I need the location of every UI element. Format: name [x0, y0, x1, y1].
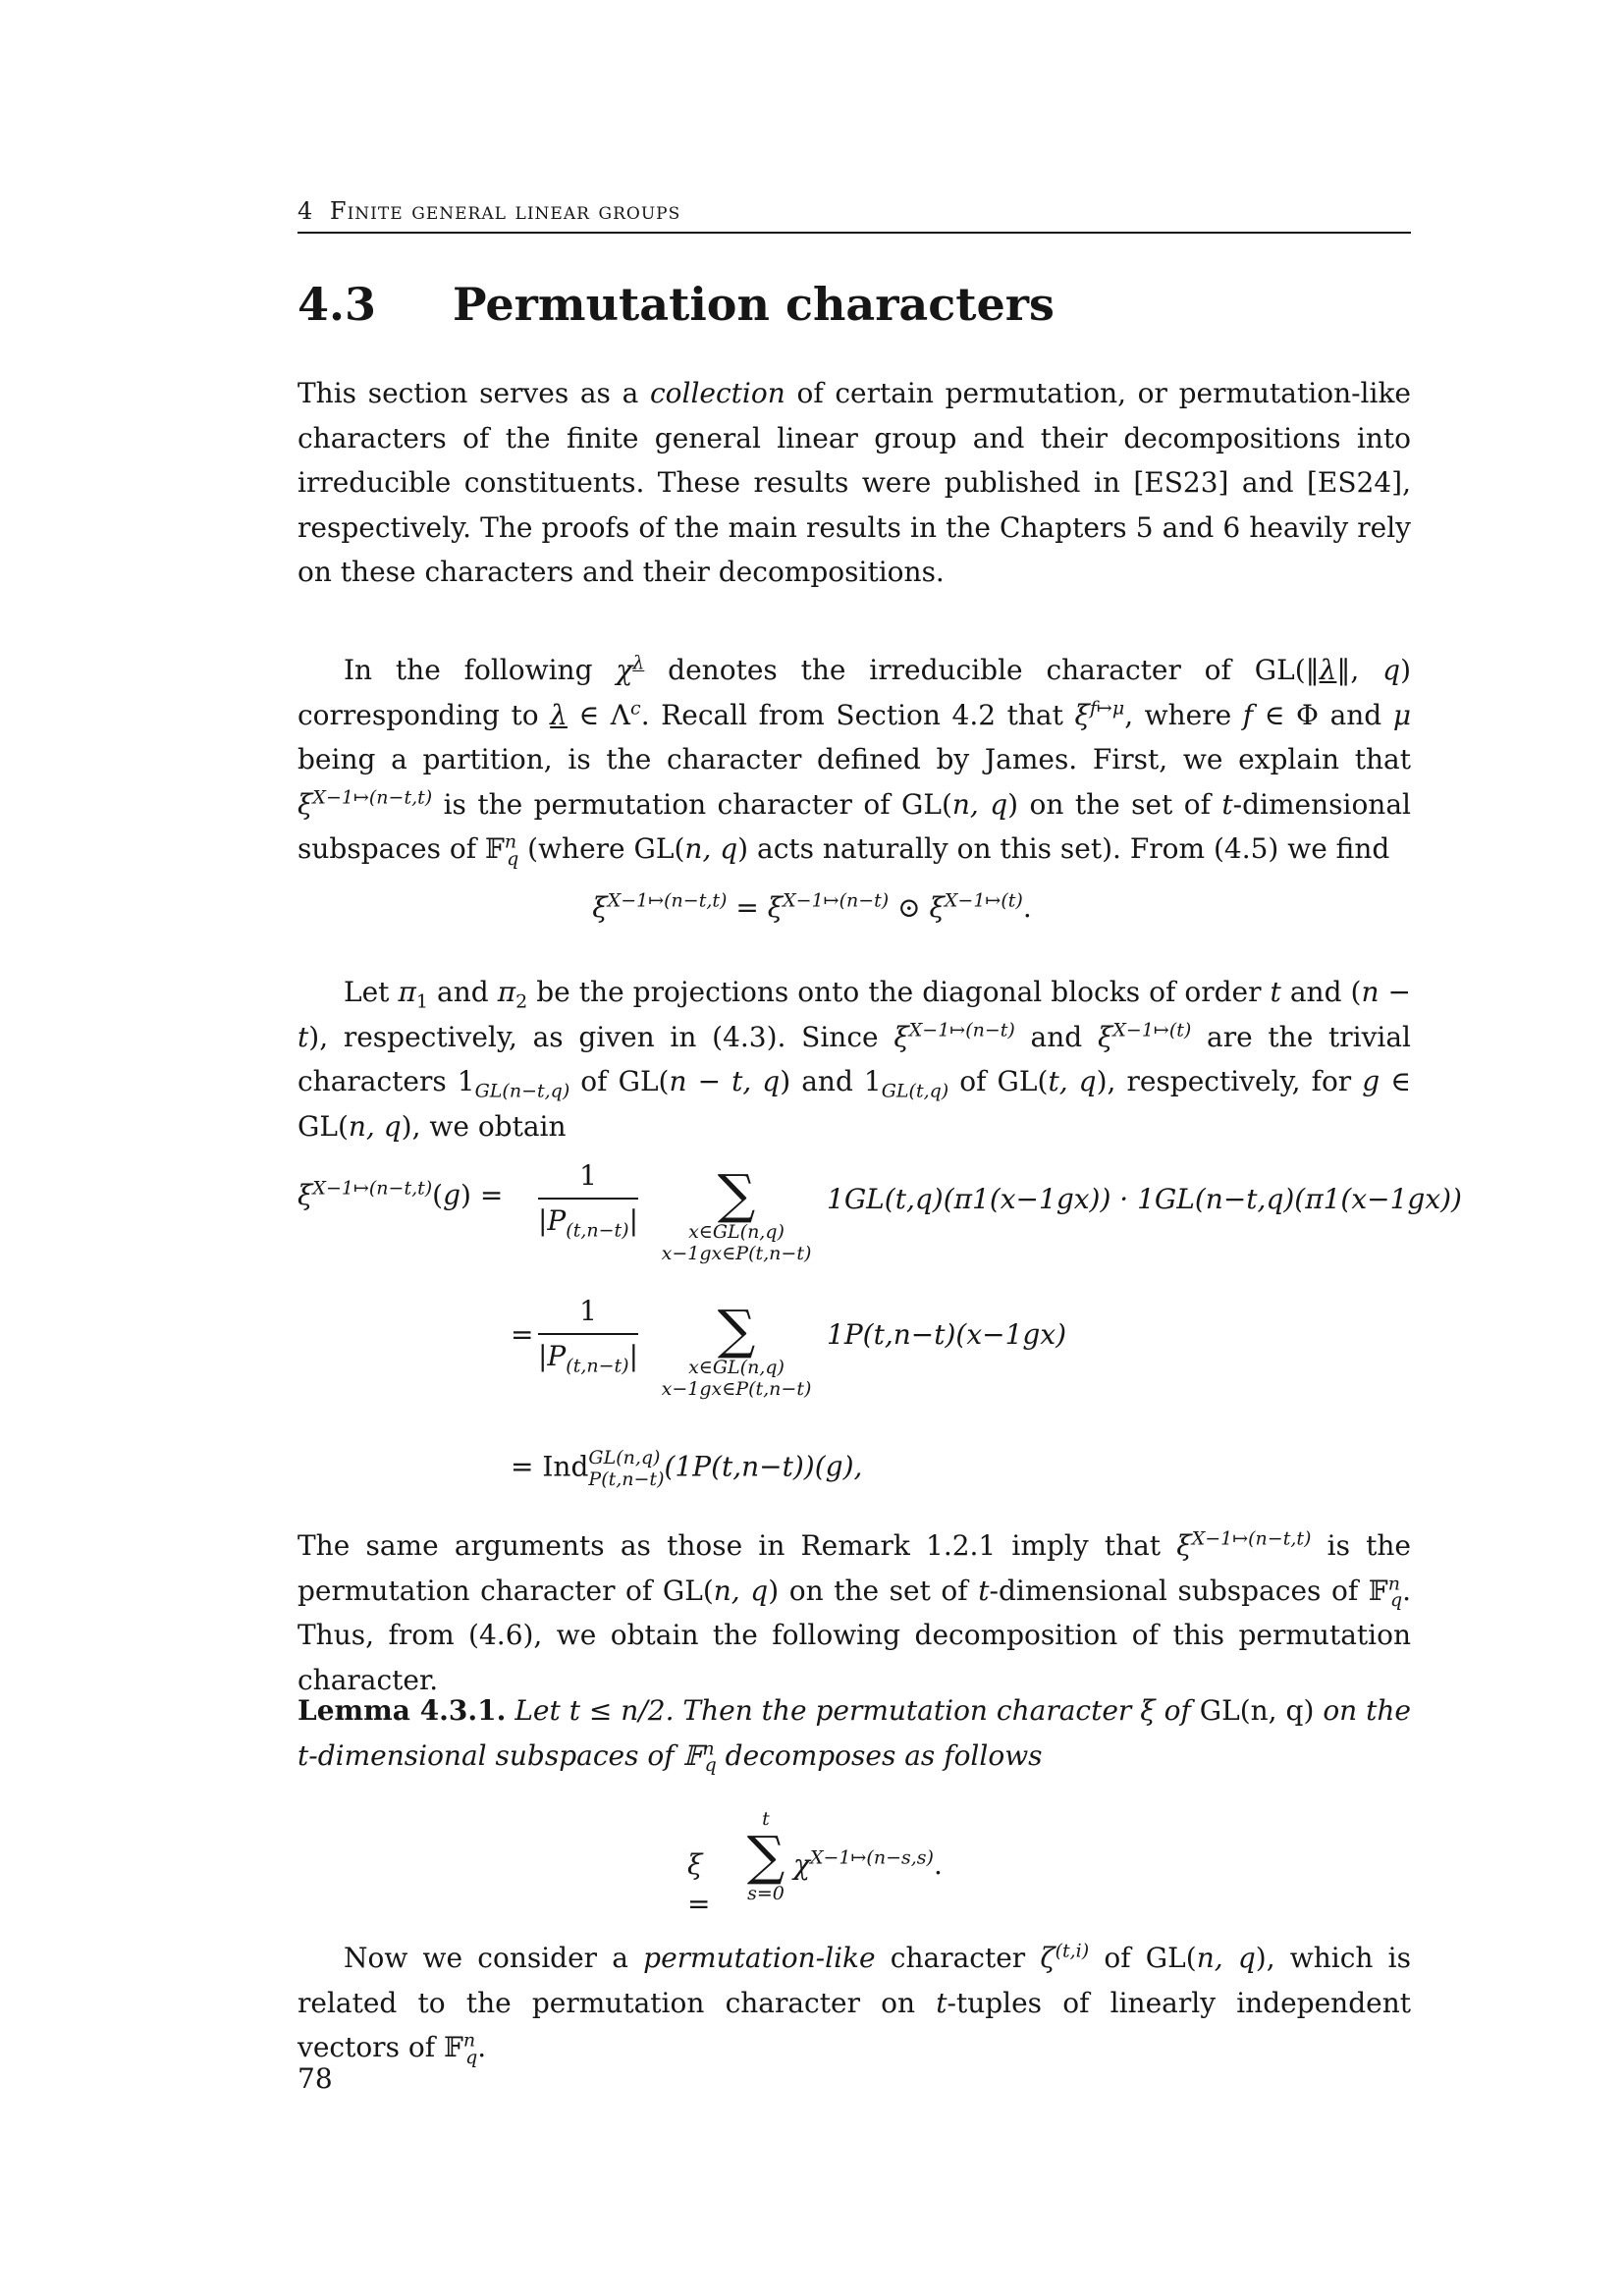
ind-operator: Ind: [542, 1450, 589, 1483]
frac-numerator: 1: [538, 1158, 638, 1200]
p2-text: ) corresponding to: [298, 654, 1411, 731]
p5-text: .: [477, 2031, 487, 2063]
p3-text: ), we obtain: [401, 1109, 567, 1143]
intro-text-2: of certain permutation, or permutation-like characters of the finite general linear group and their decompositions into irreducible constituents. These results were published in [ES23] and [ES24], respectively. The proofs of the main results in the Chapters 5 and 6 heavily rely on these characters and their decompositions.: [298, 377, 1412, 588]
p3-text: ), respectively, for: [1096, 1065, 1363, 1097]
header-chapter-number: 4: [298, 197, 313, 225]
p2-text: being a partition, is the character defined by James. First, we explain that: [298, 743, 1411, 775]
p3-text: and: [427, 976, 498, 1008]
align-line2-eq: =: [511, 1318, 534, 1351]
p3-text: are the trivial characters 1: [298, 1020, 1412, 1097]
intro-paragraph: [298, 371, 1411, 595]
sum-limit-2: x−1gx∈P(t,n−t): [661, 1378, 812, 1400]
p5-text: Now we consider a: [344, 1942, 644, 1974]
p3-text: and (: [1280, 976, 1362, 1008]
eq1-rhs2-sup: X−1↦(t): [944, 889, 1023, 912]
p2-text: In the following: [344, 654, 617, 686]
paragraph-permutation-like: Now we consider a permutation-like character $\zeta^{(t,i)}$ of GL(n, q), which is related to the permutation character on t-tuples of linearly independent vectors of 𝔽$^n_q$.: [298, 1940, 1412, 2068]
sum-limit-1: x∈GL(n,q): [688, 1221, 785, 1243]
p2-text: . Recall from Section 4.2 that: [640, 698, 1075, 731]
section-heading: [298, 277, 1055, 332]
align-line2-fraction: $\frac{1}{|P_{(t,n-t)}|}$: [538, 1295, 639, 1377]
paragraph-characters: In the following $\chi^\lambda$ denotes the irreducible character of GL(‖λ‖, q) corresponding to λ ∈ $\Lambda^c$. Recall from Section 4.2 that $\xi^{f↦\mu}$, where f ∈ Φ and μ being a partition, is the character defined by James. First, we explain that $\xi^{X-1↦(n-t,t)}$ is the permutation character of GL(n, q) on the set of t-dimensional subspaces of 𝔽$^n_q$ (where GL(n, q) acts naturally on this set). From (4.5) we find: [298, 652, 1412, 870]
sum-limit-1: x∈GL(n,q): [688, 1357, 785, 1378]
p2-text: (where GL(: [518, 832, 685, 865]
p2-text: denotes the irreducible character of GL(‖: [644, 654, 1320, 686]
p5-text: ), which is related to the permutation character on: [298, 1942, 1412, 2019]
align-lhs-sup: X−1↦(n−t,t): [312, 1177, 433, 1200]
eq2-sup: X−1↦(n−s,s): [809, 1846, 934, 1869]
align-line1-fraction: $\frac{1}{|P_{(t,n-t)}|}$: [538, 1159, 639, 1242]
align-line1-term: 1GL(t,q)(π1(x−1gx)) · 1GL(n−t,q)(π1(x−1gx)): [827, 1183, 1462, 1215]
p4-text: -dimensional subspaces of 𝔽: [989, 1574, 1388, 1607]
p3-text: of GL(: [569, 1065, 670, 1097]
p3-text: be the projections onto the diagonal blocks of order: [527, 976, 1271, 1008]
align-line1-lhs: $\xi^{X-1↦(n-t,t)}(g)$ =: [298, 1177, 504, 1211]
equation-xi-product: $\xi^{X-1↦(n-t,t)} = \xi^{X-1↦(n-t)}$ ⊙ $\xi^{X-1↦(t)}$.: [592, 889, 1032, 924]
paragraph-projections: Let $\pi_1$ and $\pi_2$ be the projections onto the diagonal blocks of order t and (n − t), respectively, as given in (4.3). Since $\xi^{X-1↦(n-t)}$ and $\xi^{X-1↦(t)}$ are the trivial characters $1_{GL(n-t,q)}$ of GL(n − t, q) and $1_{GL(t,q)}$ of GL(t, q), respectively, for g ∈ GL(n, q), we obtain: [298, 976, 1412, 1143]
p2-text: ∈ Λ: [567, 698, 631, 731]
p2-text: ) acts naturally on this set). From (4.5) we find: [737, 832, 1390, 865]
ind-sub: P(t,n−t): [588, 1468, 665, 1490]
eq2-upper-limit: t: [762, 1808, 770, 1830]
p2-text: -dimensional subspaces of 𝔽: [298, 787, 1411, 865]
eq1-lhs-sup: X−1↦(n−t,t): [607, 889, 728, 912]
lemma-text: Let t ≤ n/2. Then the permutation character ξ of: [506, 1694, 1200, 1727]
lemma-text: on the t-dimensional subspaces of 𝔽: [298, 1694, 1412, 1772]
sum-limit-2: x−1gx∈P(t,n−t): [661, 1243, 812, 1264]
frac-den-sub: (t,n−t): [566, 1219, 629, 1242]
align-line3: = Ind GL(n,q) P(t,n−t) (1P(t,n−t))(g),: [511, 1447, 863, 1490]
p3-text: ∈ GL(: [298, 1065, 1411, 1143]
p2-text: , where: [1124, 698, 1243, 731]
p2-text: ‖,: [1336, 654, 1383, 686]
lemma-4-3-1: Lemma 4.3.1. Let t ≤ n/2. Then the permutation character ξ of GL(n, q) on the t-dimensional subspaces of 𝔽$^n_q$ decomposes as follows: [298, 1694, 1412, 1777]
eq2-lower-limit: s=0: [747, 1883, 785, 1904]
lemma-text: GL(n, q): [1199, 1694, 1315, 1727]
intro-emphasis: collection: [649, 377, 785, 409]
frac-numerator: 1: [538, 1294, 638, 1335]
p4-text: is the permutation character of GL(: [298, 1529, 1412, 1607]
p2-text: is the permutation character of GL(: [432, 787, 952, 821]
p3-text: ) and 1: [780, 1065, 882, 1097]
p3-text: and: [1014, 1020, 1098, 1053]
frac-den-sub: (t,n−t): [566, 1355, 629, 1377]
p5-emphasis: permutation-like: [643, 1942, 876, 1974]
p3-text: Let: [344, 976, 399, 1008]
align-line2-sum: ∑ x∈GL(n,q) x−1gx∈P(t,n−t): [648, 1304, 825, 1400]
running-header: [298, 196, 1411, 226]
p4-text: The same arguments as those in Remark 1.2.1 imply that: [298, 1529, 1177, 1562]
section-number: 4.3: [298, 278, 377, 331]
p5-text: -tuples of linearly independent vectors of 𝔽: [298, 1986, 1411, 2063]
p4-text: ) on the set of: [768, 1574, 979, 1607]
intro-text-1: This section serves as a: [298, 377, 650, 409]
header-chapter-title: Finite general linear groups: [329, 197, 681, 225]
p3-text: ), respectively, as given in (4.3). Since: [308, 1020, 894, 1053]
p5-text: of GL(: [1089, 1942, 1197, 1974]
eq1-end: .: [1022, 891, 1032, 924]
align-line2-term: 1P(t,n−t)(x−1gx): [827, 1318, 1067, 1351]
header-rule: [298, 232, 1411, 234]
section-title: Permutation characters: [453, 278, 1055, 331]
page-number: 78: [298, 2062, 333, 2095]
ind-sup: GL(n,q): [588, 1447, 661, 1468]
paragraph-remark: The same arguments as those in Remark 1.2.1 imply that $\xi^{X-1↦(n-t,t)}$ is the permutation character of GL(n, q) on the set of t-dimensional subspaces of 𝔽$^n_q$. Thus, from (4.6), we obtain the following decomposition of this permutation character.: [298, 1527, 1412, 1696]
p5-text: character: [875, 1942, 1041, 1974]
p3-text: of GL(: [948, 1065, 1049, 1097]
p2-text: ∈ Φ and: [1253, 698, 1393, 731]
eq2-end: .: [933, 1848, 943, 1881]
lemma-text: decomposes as follows: [716, 1738, 1043, 1772]
p2-text: ) on the set of: [1007, 787, 1222, 821]
eq1-rhs1-sup: X−1↦(n−t): [783, 889, 890, 912]
lemma-label: Lemma 4.3.1.: [298, 1694, 507, 1727]
ind-rest: (1P(t,n−t))(g),: [664, 1450, 863, 1483]
align-line1-sum: ∑ x∈GL(n,q) x−1gx∈P(t,n−t): [648, 1168, 825, 1264]
p4-text: . Thus, from (4.6), we obtain the following decomposition of this permutation character.: [298, 1574, 1412, 1696]
